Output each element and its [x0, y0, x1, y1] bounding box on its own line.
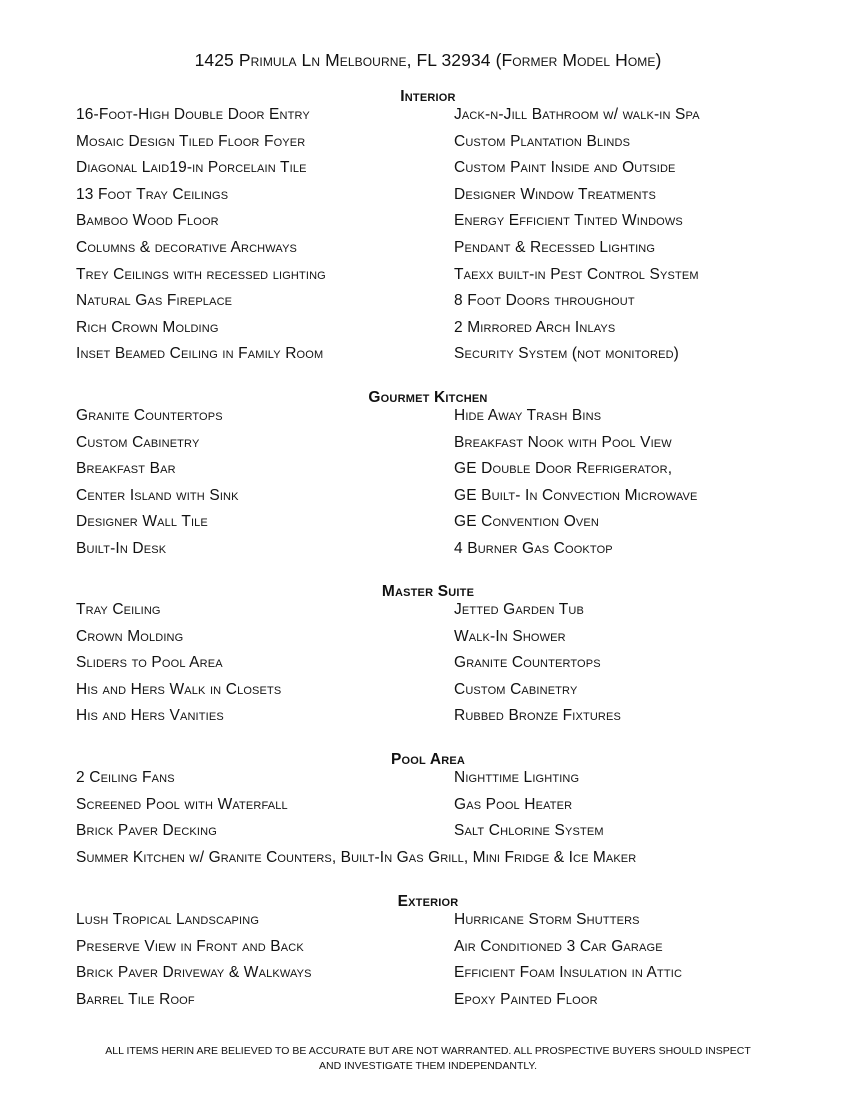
section-heading-pool: Pool Area: [390, 751, 466, 768]
section-heading-exterior: Exterior: [397, 893, 459, 910]
feature-item: Tray Ceiling: [76, 601, 161, 618]
feature-item: Designer Window Treatments: [454, 185, 656, 203]
interior-left-list: [76, 102, 326, 368]
feature-item: Crown Molding: [76, 627, 184, 645]
section-heading-master-suite: Master Suite: [381, 583, 475, 600]
feature-item: Pendant & Recessed Lighting: [454, 238, 656, 256]
feature-item: 2 Ceiling Fans: [76, 769, 175, 786]
master-left-list: [76, 597, 281, 730]
feature-item: Inset Beamed Ceiling in Family Room: [76, 345, 324, 363]
feature-item: GE Convention Oven: [454, 513, 599, 531]
feature-item: GE Built- In Convection Microwave: [454, 486, 698, 504]
feature-item: Trey Ceilings with recessed lighting: [76, 265, 326, 283]
feature-item: Taexx built-in Pest Control System: [454, 265, 699, 283]
disclaimer-line-2: AND INVESTIGATE THEM INDEPENDANTLY.: [318, 1060, 537, 1072]
feature-item: Natural Gas Fireplace: [76, 292, 233, 310]
disclaimer: [40, 1044, 816, 1074]
feature-item: His and Hers Vanities: [76, 707, 224, 725]
feature-item: Air Conditioned 3 Car Garage: [454, 937, 663, 955]
feature-item: Epoxy Painted Floor: [454, 990, 598, 1008]
pool-full-width-item: Summer Kitchen w/ Granite Counters, Built-In Gas Grill, Mini Fridge & Ice Maker: [76, 849, 637, 866]
feature-item: Breakfast Nook with Pool View: [454, 433, 672, 451]
feature-item: Jack-n-Jill Bathroom w/ walk-in Spa: [454, 106, 700, 123]
feature-item: Custom Paint Inside and Outside: [454, 159, 676, 177]
feature-item: 8 Foot Doors throughout: [454, 292, 635, 310]
feature-item: 4 Burner Gas Cooktop: [454, 539, 613, 557]
feature-item: His and Hers Walk in Closets: [76, 680, 282, 698]
master-right-list: [454, 597, 621, 730]
feature-item: Designer Wall Tile: [76, 513, 208, 531]
feature-item: Nighttime Lighting: [454, 769, 580, 786]
kitchen-right-list: [454, 403, 698, 563]
feature-item: Custom Plantation Blinds: [454, 132, 631, 150]
exterior-right-list: [454, 907, 682, 1013]
page-title: 1425 Primula Ln Melbourne, FL 32934 (Former Model Home): [194, 50, 662, 70]
feature-item: Preserve View in Front and Back: [76, 937, 304, 955]
feature-item: Security System (not monitored): [454, 345, 679, 363]
feature-item: Barrel Tile Roof: [76, 990, 195, 1008]
feature-item: Bamboo Wood Floor: [76, 212, 219, 230]
feature-item: Rubbed Bronze Fixtures: [454, 707, 621, 725]
feature-item: 13 Foot Tray Ceilings: [76, 185, 229, 203]
feature-item: Rich Crown Molding: [76, 318, 219, 336]
feature-item: Hurricane Storm Shutters: [454, 911, 640, 928]
pool-right-list: [454, 765, 604, 845]
feature-item: 16-Foot-High Double Door Entry: [76, 106, 310, 123]
feature-item: 2 Mirrored Arch Inlays: [454, 318, 616, 336]
feature-item: Salt Chlorine System: [454, 822, 604, 840]
feature-item: Hide Away Trash Bins: [454, 407, 602, 424]
feature-item: Breakfast Bar: [76, 460, 176, 478]
feature-item: Mosaic Design Tiled Floor Foyer: [76, 132, 306, 150]
feature-item: Custom Cabinetry: [454, 680, 578, 698]
feature-item: Columns & decorative Archways: [76, 238, 298, 256]
interior-right-list: [454, 102, 700, 368]
kitchen-left-list: [76, 403, 239, 563]
pool-left-list: [76, 765, 288, 845]
feature-item: Efficient Foam Insulation in Attic: [454, 964, 683, 982]
feature-item: Walk-In Shower: [454, 627, 566, 645]
feature-item: Sliders to Pool Area: [76, 654, 223, 672]
section-heading-interior: Interior: [400, 88, 456, 105]
feature-item: Gas Pool Heater: [454, 795, 573, 813]
feature-item: GE Double Door Refrigerator,: [454, 460, 673, 478]
feature-item: Lush Tropical Landscaping: [76, 911, 260, 928]
section-heading-kitchen: Gourmet Kitchen: [368, 389, 488, 406]
feature-item: Custom Cabinetry: [76, 433, 200, 451]
feature-item: Brick Paver Driveway & Walkways: [76, 964, 312, 982]
feature-item: Screened Pool with Waterfall: [76, 795, 288, 813]
feature-item: Brick Paver Decking: [76, 822, 217, 840]
feature-item: Energy Efficient Tinted Windows: [454, 212, 683, 230]
feature-item: Built-In Desk: [76, 539, 167, 557]
feature-item: Center Island with Sink: [76, 486, 239, 504]
feature-item: Granite Countertops: [454, 654, 601, 672]
exterior-left-list: [76, 907, 312, 1013]
disclaimer-line-1: ALL ITEMS HERIN ARE BELIEVED TO BE ACCURATE BUT ARE NOT WARRANTED. ALL PROSPECTIVE BUYERS SHOULD INSPECT: [105, 1045, 751, 1057]
feature-item: Diagonal Laid19-in Porcelain Tile: [76, 159, 307, 177]
feature-item: Jetted Garden Tub: [454, 601, 584, 618]
feature-item: Granite Countertops: [76, 407, 223, 424]
